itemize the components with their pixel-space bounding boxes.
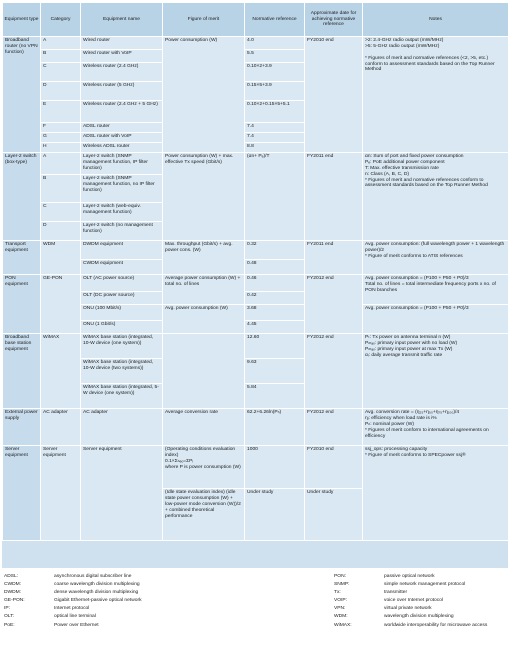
legend-abbr: CWDM:	[4, 582, 22, 588]
equipment-name-cell: WiMAX base station (integrated, 10-W device (two systems))	[81, 359, 163, 384]
notes-cell: ssj_ops: processing capacity * Figure of merit conforms to SPECpower ssj®	[363, 446, 509, 541]
legend-abbr: IP:	[4, 606, 10, 612]
legend-abbr: PON:	[334, 574, 346, 579]
normative-reference-cell: 12.60	[245, 334, 305, 359]
date-cell: FY2010 end	[305, 37, 363, 153]
legend-item	[334, 589, 487, 597]
figure-of-merit-cell: Average power consumption (W) + total no. of lines	[163, 275, 245, 305]
legend-def: transmitter	[384, 590, 408, 596]
category-cell: G	[41, 133, 81, 143]
equipment-name-cell: Wired router with VoIP	[81, 50, 163, 63]
normative-reference-cell: 1000	[245, 446, 305, 489]
category-cell: WiMAX	[41, 334, 81, 409]
legend-item	[334, 573, 487, 581]
legend-abbr: WiMAX:	[334, 622, 352, 628]
header-row	[3, 3, 509, 37]
legend-abbr: PoE:	[4, 622, 15, 628]
normative-reference-cell: Under study	[245, 489, 305, 541]
category-cell: B	[41, 175, 81, 203]
notes-cell: >2: 2.4-GHz radio output (mW/MHz) >5: 5-GHz radio output (mW/MHz) * Figures of merit and normative references (<2, >5, etc.) conform to assessment standards based on the Top Runner Method	[363, 37, 509, 153]
date-cell: FY2010 end	[305, 446, 363, 489]
category-cell: A	[41, 37, 81, 50]
legend-item	[334, 613, 487, 621]
legend-abbr: GE-PON:	[4, 598, 25, 604]
legend-def: worldwide interoperability for microwave access	[384, 622, 488, 628]
legend-def: virtual private network	[384, 606, 432, 612]
normative-reference-cell: (αn+ Pₑ)/T	[245, 153, 305, 241]
legend-abbr: OLT:	[4, 614, 14, 620]
category-cell: B	[41, 50, 81, 63]
legend-def: wavelength division multiplexing	[384, 614, 454, 620]
figure-of-merit-cell: (Idle state evaluation index) (idle state power consumption (W) + low-power mode conversion (W))/2 + combined theoretical performance	[163, 489, 245, 541]
date-cell: FY2011 end	[305, 241, 363, 275]
legend-item	[334, 605, 487, 613]
date-cell: FY2012 end	[305, 409, 363, 446]
equipment-type-cell: External power supply	[3, 409, 41, 446]
legend-def: optical line terminal	[54, 614, 96, 620]
legend-def: asynchronous digital subscriber line	[54, 574, 132, 579]
equipment-table-panel	[2, 2, 508, 568]
equipment-name-cell: OLT (DC power source)	[81, 292, 163, 305]
equipment-name-cell: CWDM equipment	[81, 260, 163, 275]
legend-abbr: VOIP:	[334, 598, 348, 604]
equipment-name-cell: AC adapter	[81, 409, 163, 446]
figure-of-merit-cell: (Operating conditions evaluation index) 0.1×Σₙₑₒ=ΣPᵢ where P is power consumption (W)	[163, 446, 245, 489]
category-cell: Server equipment	[41, 446, 81, 541]
notes-cell: αn: Sum of port and fixed power consumption Pₑ: PoE additional power component T: Max. effective transmission rate n: Class (A, B, C, D) * Figures of merit and normative references conform to assessment standards based on the Top Runner Method	[363, 153, 509, 241]
category-cell: D	[41, 82, 81, 101]
legend-item	[4, 622, 142, 630]
equipment-name-cell: Wired router	[81, 37, 163, 50]
legend-item	[4, 597, 142, 605]
header-category: Category	[41, 3, 81, 37]
category-cell: E	[41, 101, 81, 123]
normative-reference-cell: 4.45	[245, 321, 305, 334]
legend-abbr: Tx:	[334, 590, 341, 596]
equipment-type-cell: Layer-2 switch (box-type)	[3, 153, 41, 241]
equipment-name-cell: ONU (100 Mbit/s)	[81, 305, 163, 321]
header-equipment-type: Equipment type	[3, 3, 41, 37]
equipment-type-cell: Transport equipment	[3, 241, 41, 275]
legend-def: voice over Internet protocol	[384, 598, 443, 604]
equipment-name-cell: Server equipment	[81, 446, 163, 541]
table-row	[3, 334, 509, 359]
equipment-name-cell: Layer-2 switch (no management function)	[81, 222, 163, 241]
abbreviation-legend-right	[334, 573, 487, 630]
equipment-name-cell: Wireless router (2.4 GHz + 5 GHz)	[81, 101, 163, 123]
legend-def: dense wavelength division multiplexing	[54, 590, 139, 596]
legend-item	[4, 605, 142, 613]
equipment-name-cell: Layer-2 switch (SNMP management function, no IP filter function)	[81, 175, 163, 203]
legend-def: simple network management protocol	[384, 582, 466, 588]
legend-def: Internet protocol	[54, 606, 90, 612]
category-cell: GE-PON	[41, 275, 81, 334]
table-row	[3, 275, 509, 292]
equipment-name-cell: ADSL router with VoIP	[81, 133, 163, 143]
legend-abbr: ADSL:	[4, 574, 19, 579]
date-cell: FY2012 end	[305, 334, 363, 409]
abbreviation-legend-left	[4, 573, 142, 630]
category-cell: C	[41, 203, 81, 222]
normative-reference-cell: 0.46	[245, 275, 305, 292]
category-cell: WDM	[41, 241, 81, 275]
header-equipment-name: Equipment name	[81, 3, 163, 37]
equipment-name-cell: WiMAX base station (integrated, 5-W device (one system))	[81, 384, 163, 409]
legend-item	[4, 613, 142, 621]
normative-reference-cell: 0.48	[245, 260, 305, 275]
legend-def: coarse wavelength division multiplexing	[54, 582, 140, 588]
category-cell: D	[41, 222, 81, 241]
notes-cell: Pₜ: Tx power on antenna terminal n (W) Pₘₐₓ: primary input power with no load (W) Pₘₐₓ: primary input power at max Tx (W) αᵢ: daily average transmit traffic rate	[363, 334, 509, 409]
table-row	[3, 37, 509, 50]
legend-item	[4, 589, 142, 597]
normative-reference-cell: 5.84	[245, 384, 305, 409]
legend-item	[334, 581, 487, 589]
equipment-name-cell: Wireless router (2.4 GHz)	[81, 63, 163, 82]
header-normative-reference: Normative reference	[245, 3, 305, 37]
date-cell: FY2011 end	[305, 153, 363, 241]
normative-reference-cell: 0.10×2+0.15×5+5.1	[245, 101, 305, 123]
legend-def: Gigabit Ethernet-passive optical network	[54, 598, 142, 604]
legend-item	[334, 622, 487, 630]
date-cell: Under study	[305, 489, 363, 541]
equipment-name-cell: DWDM equipment	[81, 241, 163, 260]
category-cell: H	[41, 143, 81, 153]
normative-reference-cell: 8.8	[245, 143, 305, 153]
legend-def: passive optical network	[384, 574, 435, 579]
normative-reference-cell: 0.15×5+3.9	[245, 82, 305, 101]
equipment-name-cell: Layer-2 switch (web-equiv. management function)	[81, 203, 163, 222]
figure-of-merit-cell: Max. throughput (Gbit/s) + avg. power cons. (W)	[163, 241, 245, 275]
normative-reference-cell: 5.5	[245, 50, 305, 63]
normative-reference-cell: 7.4	[245, 123, 305, 133]
category-cell: A	[41, 153, 81, 175]
legend-abbr: WDM:	[334, 614, 348, 620]
figure-of-merit-cell: Avg. power consumption (W)	[163, 305, 245, 334]
equipment-name-cell: WiMAX base station (integrated, 10-W device (one system))	[81, 334, 163, 359]
legend-def: Power over Ethernet	[54, 622, 99, 628]
equipment-name-cell: ONU (1 Gbit/s)	[81, 321, 163, 334]
notes-cell: Avg. power consumption = (P100 + P50 + P0)/3	[363, 305, 509, 334]
equipment-table	[2, 2, 509, 541]
date-cell: FY2012 end	[305, 275, 363, 334]
figure-of-merit-cell: Average conversion rate	[163, 409, 245, 446]
notes-cell: Avg. conversion rate = (η₂₅+η₅₀+η₇₅+η₁₀₀)/4 ηᵢ: efficiency when load rate is i% Pₙ: nominal power (W) * Figures of merit conform to international agreements on efficiency	[363, 409, 509, 446]
legend-abbr: SNMP:	[334, 582, 350, 588]
header-notes: Notes	[363, 3, 509, 37]
figure-of-merit-cell: Power consumption (W)	[163, 37, 245, 153]
normative-reference-cell: 7.4	[245, 133, 305, 143]
equipment-type-cell: Broadband router (no VPN function)	[3, 37, 41, 153]
category-cell: F	[41, 123, 81, 133]
equipment-type-cell: Broadband base station equipment	[3, 334, 41, 409]
legend-abbr: VPN:	[334, 606, 346, 612]
normative-reference-cell: 9.63	[245, 359, 305, 384]
equipment-type-cell: Server equipment	[3, 446, 41, 541]
notes-cell: Avg. power consumption = (P100 + P50 + P0)/3 Total no. of lines = total intermediate frequency ports x no. of PON branches	[363, 275, 509, 305]
normative-reference-cell: 0.10×2+3.9	[245, 63, 305, 82]
figure-of-merit-cell: Power consumption (W) + max. effective Tx speed (Gbit/s)	[163, 153, 245, 241]
category-cell: C	[41, 63, 81, 82]
equipment-name-cell: Wireless router (5 GHz)	[81, 82, 163, 101]
normative-reference-cell: 0.32	[245, 241, 305, 260]
header-approximate-date: Approximate date for achieving normative reference	[305, 3, 363, 37]
equipment-name-cell: OLT (AC power source)	[81, 275, 163, 292]
legend-item	[4, 573, 142, 581]
normative-reference-cell: 0.42	[245, 292, 305, 305]
legend-abbr: DWDM:	[4, 590, 22, 596]
equipment-name-cell: Wireless ADSL router	[81, 143, 163, 153]
legend-item	[4, 581, 142, 589]
header-figure-of-merit: Figure of merit	[163, 3, 245, 37]
equipment-name-cell: Layer-2 switch (SNMP management function, IP filter function)	[81, 153, 163, 175]
table-row	[3, 446, 509, 489]
table-row	[3, 409, 509, 446]
table-row	[3, 153, 509, 175]
legend-item	[334, 597, 487, 605]
normative-reference-cell: 3.68	[245, 305, 305, 321]
normative-reference-cell: 4.0	[245, 37, 305, 50]
category-cell: AC adapter	[41, 409, 81, 446]
table-row	[3, 241, 509, 260]
normative-reference-cell: 62.2+6.26ln(Pₙ)	[245, 409, 305, 446]
notes-cell: Avg. power consumption: (full wavelength power + 1 wavelength power)/2 * Figure of merit conforms to ATIS references	[363, 241, 509, 275]
figure-of-merit-cell	[163, 334, 245, 409]
equipment-type-cell: PON equipment	[3, 275, 41, 334]
equipment-name-cell: ADSL router	[81, 123, 163, 133]
